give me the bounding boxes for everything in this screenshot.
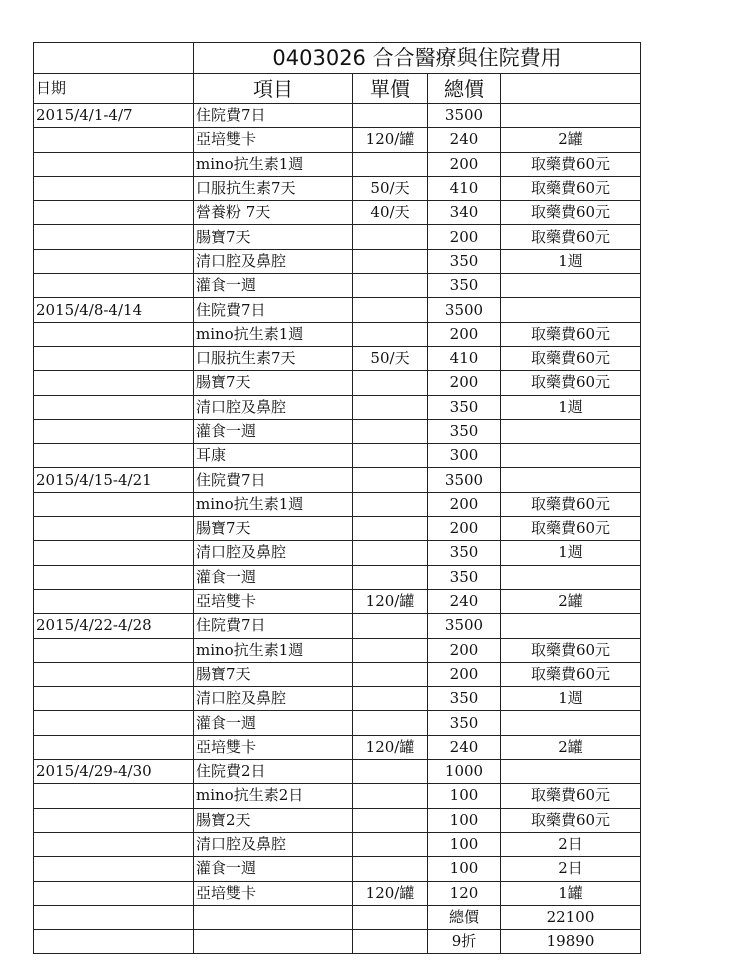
table-row <box>34 638 641 662</box>
unit-price-cell: 120/罐 <box>353 735 428 759</box>
unit-price-cell <box>353 541 428 565</box>
total-cell: 100 <box>428 832 501 856</box>
summary-blank-cell <box>34 905 194 929</box>
note-cell: 取藥費60元 <box>501 322 641 346</box>
date-cell <box>34 274 194 298</box>
note-cell <box>501 274 641 298</box>
unit-price-cell <box>353 152 428 176</box>
unit-price-cell <box>353 760 428 784</box>
note-cell: 1罐 <box>501 881 641 905</box>
total-cell: 200 <box>428 322 501 346</box>
item-cell: 腸寶7天 <box>194 371 353 395</box>
total-cell: 340 <box>428 201 501 225</box>
item-cell: 灌食一週 <box>194 274 353 298</box>
unit-price-cell: 120/罐 <box>353 881 428 905</box>
item-cell: 口服抗生素7天 <box>194 176 353 200</box>
table-row <box>34 589 641 613</box>
date-cell <box>34 589 194 613</box>
header-item: 項目 <box>194 74 353 104</box>
date-cell <box>34 152 194 176</box>
note-cell: 2罐 <box>501 735 641 759</box>
table-row <box>34 419 641 443</box>
total-cell: 3500 <box>428 104 501 128</box>
date-cell <box>34 517 194 541</box>
unit-price-cell: 40/天 <box>353 201 428 225</box>
item-cell: 清口腔及鼻腔 <box>194 832 353 856</box>
item-cell: 住院費7日 <box>194 614 353 638</box>
note-cell <box>501 565 641 589</box>
date-cell <box>34 395 194 419</box>
table-row <box>34 152 641 176</box>
unit-price-cell <box>353 784 428 808</box>
table-row <box>34 274 641 298</box>
summary-total-label: 總價 <box>428 905 501 929</box>
unit-price-cell <box>353 444 428 468</box>
table-row <box>34 201 641 225</box>
note-cell <box>501 444 641 468</box>
total-cell: 3500 <box>428 298 501 322</box>
item-cell: 亞培雙卡 <box>194 589 353 613</box>
date-cell <box>34 565 194 589</box>
table-row <box>34 104 641 128</box>
total-cell: 350 <box>428 395 501 419</box>
table-row <box>34 176 641 200</box>
note-cell <box>501 298 641 322</box>
item-cell: 腸寶7天 <box>194 517 353 541</box>
note-cell: 取藥費60元 <box>501 492 641 516</box>
item-cell: 營養粉 7天 <box>194 201 353 225</box>
table-row <box>34 565 641 589</box>
unit-price-cell <box>353 274 428 298</box>
date-cell <box>34 419 194 443</box>
date-cell: 2015/4/8-4/14 <box>34 298 194 322</box>
date-cell <box>34 832 194 856</box>
total-cell: 240 <box>428 589 501 613</box>
unit-price-cell <box>353 687 428 711</box>
date-cell <box>34 541 194 565</box>
table-row <box>34 857 641 881</box>
item-cell: mino抗生素1週 <box>194 322 353 346</box>
date-cell <box>34 881 194 905</box>
total-cell: 200 <box>428 152 501 176</box>
note-cell: 1週 <box>501 249 641 273</box>
note-cell: 取藥費60元 <box>501 371 641 395</box>
unit-price-cell <box>353 468 428 492</box>
table-row <box>34 395 641 419</box>
header-date: 日期 <box>34 74 194 104</box>
table-row <box>34 541 641 565</box>
unit-price-cell <box>353 492 428 516</box>
date-cell <box>34 638 194 662</box>
note-cell <box>501 419 641 443</box>
header-unit-price: 單價 <box>353 74 428 104</box>
item-cell: 住院費7日 <box>194 298 353 322</box>
item-cell: 住院費7日 <box>194 468 353 492</box>
item-cell: mino抗生素1週 <box>194 638 353 662</box>
summary-empty-cell <box>353 930 428 954</box>
table-row <box>34 735 641 759</box>
date-cell <box>34 444 194 468</box>
date-cell <box>34 176 194 200</box>
item-cell: 腸寶2天 <box>194 808 353 832</box>
summary-discount-row <box>34 930 641 954</box>
table-row <box>34 346 641 370</box>
date-cell <box>34 808 194 832</box>
header-note <box>501 74 641 104</box>
date-cell <box>34 201 194 225</box>
total-cell: 200 <box>428 371 501 395</box>
table-row <box>34 249 641 273</box>
unit-price-cell <box>353 614 428 638</box>
date-cell <box>34 662 194 686</box>
summary-blank-cell <box>194 905 353 929</box>
unit-price-cell <box>353 395 428 419</box>
table-row <box>34 687 641 711</box>
total-cell: 410 <box>428 346 501 370</box>
note-cell: 取藥費60元 <box>501 638 641 662</box>
table-row <box>34 492 641 516</box>
header-total: 總價 <box>428 74 501 104</box>
item-cell: 灌食一週 <box>194 565 353 589</box>
note-cell: 取藥費60元 <box>501 662 641 686</box>
summary-total-value: 22100 <box>501 905 641 929</box>
unit-price-cell <box>353 371 428 395</box>
item-cell: 清口腔及鼻腔 <box>194 687 353 711</box>
note-cell: 取藥費60元 <box>501 225 641 249</box>
note-cell: 1週 <box>501 541 641 565</box>
summary-blank-cell <box>353 905 428 929</box>
item-cell: 亞培雙卡 <box>194 128 353 152</box>
note-cell: 1週 <box>501 687 641 711</box>
note-cell: 取藥費60元 <box>501 176 641 200</box>
expense-table <box>33 42 641 954</box>
item-cell: mino抗生素2日 <box>194 784 353 808</box>
table-row <box>34 614 641 638</box>
item-cell: mino抗生素1週 <box>194 492 353 516</box>
unit-price-cell <box>353 419 428 443</box>
date-cell <box>34 735 194 759</box>
summary-discount-value: 19890 <box>501 930 641 954</box>
unit-price-cell <box>353 225 428 249</box>
total-cell: 350 <box>428 274 501 298</box>
date-cell <box>34 128 194 152</box>
note-cell: 取藥費60元 <box>501 346 641 370</box>
unit-price-cell: 50/天 <box>353 346 428 370</box>
note-cell <box>501 468 641 492</box>
date-cell: 2015/4/1-4/7 <box>34 104 194 128</box>
date-cell <box>34 346 194 370</box>
total-cell: 200 <box>428 638 501 662</box>
note-cell: 取藥費60元 <box>501 517 641 541</box>
total-cell: 240 <box>428 128 501 152</box>
date-cell <box>34 492 194 516</box>
item-cell: 亞培雙卡 <box>194 881 353 905</box>
item-cell: 灌食一週 <box>194 711 353 735</box>
table-row <box>34 128 641 152</box>
table-row <box>34 881 641 905</box>
note-cell <box>501 614 641 638</box>
unit-price-cell: 120/罐 <box>353 589 428 613</box>
total-cell: 350 <box>428 419 501 443</box>
total-cell: 3500 <box>428 614 501 638</box>
note-cell <box>501 760 641 784</box>
unit-price-cell: 50/天 <box>353 176 428 200</box>
table-row <box>34 371 641 395</box>
item-cell: 灌食一週 <box>194 857 353 881</box>
note-cell: 取藥費60元 <box>501 808 641 832</box>
item-cell: 灌食一週 <box>194 419 353 443</box>
total-cell: 200 <box>428 517 501 541</box>
note-cell: 2罐 <box>501 589 641 613</box>
note-cell <box>501 711 641 735</box>
summary-discount-label: 9折 <box>428 930 501 954</box>
item-cell: 腸寶7天 <box>194 225 353 249</box>
date-cell <box>34 687 194 711</box>
table-row <box>34 322 641 346</box>
date-cell <box>34 711 194 735</box>
total-cell: 350 <box>428 687 501 711</box>
note-cell: 取藥費60元 <box>501 152 641 176</box>
unit-price-cell <box>353 565 428 589</box>
table-row <box>34 832 641 856</box>
date-cell <box>34 857 194 881</box>
total-cell: 200 <box>428 225 501 249</box>
table-row <box>34 298 641 322</box>
note-cell: 2罐 <box>501 128 641 152</box>
summary-empty-cell <box>194 930 353 954</box>
unit-price-cell: 120/罐 <box>353 128 428 152</box>
note-cell: 2日 <box>501 857 641 881</box>
item-cell: 口服抗生素7天 <box>194 346 353 370</box>
total-cell: 350 <box>428 541 501 565</box>
table-row <box>34 760 641 784</box>
total-cell: 1000 <box>428 760 501 784</box>
total-cell: 100 <box>428 857 501 881</box>
total-cell: 200 <box>428 492 501 516</box>
date-cell <box>34 322 194 346</box>
item-cell: mino抗生素1週 <box>194 152 353 176</box>
total-cell: 200 <box>428 662 501 686</box>
item-cell: 清口腔及鼻腔 <box>194 395 353 419</box>
total-cell: 240 <box>428 735 501 759</box>
note-cell: 取藥費60元 <box>501 784 641 808</box>
table-row <box>34 808 641 832</box>
total-cell: 350 <box>428 711 501 735</box>
total-cell: 350 <box>428 565 501 589</box>
unit-price-cell <box>353 104 428 128</box>
title-blank-cell <box>34 43 194 74</box>
item-cell: 清口腔及鼻腔 <box>194 249 353 273</box>
unit-price-cell <box>353 322 428 346</box>
item-cell: 清口腔及鼻腔 <box>194 541 353 565</box>
table-row <box>34 517 641 541</box>
unit-price-cell <box>353 662 428 686</box>
total-cell: 100 <box>428 808 501 832</box>
total-cell: 300 <box>428 444 501 468</box>
total-cell: 3500 <box>428 468 501 492</box>
unit-price-cell <box>353 249 428 273</box>
date-cell <box>34 249 194 273</box>
item-cell: 耳康 <box>194 444 353 468</box>
item-cell: 亞培雙卡 <box>194 735 353 759</box>
date-cell <box>34 225 194 249</box>
item-cell: 腸寶7天 <box>194 662 353 686</box>
total-cell: 410 <box>428 176 501 200</box>
date-cell <box>34 784 194 808</box>
table-row <box>34 662 641 686</box>
table-row <box>34 468 641 492</box>
table-row <box>34 225 641 249</box>
date-cell: 2015/4/15-4/21 <box>34 468 194 492</box>
item-cell: 住院費7日 <box>194 104 353 128</box>
document-title: 0403026 合合醫療與住院費用 <box>194 43 641 74</box>
date-cell: 2015/4/22-4/28 <box>34 614 194 638</box>
unit-price-cell <box>353 517 428 541</box>
unit-price-cell <box>353 857 428 881</box>
unit-price-cell <box>353 832 428 856</box>
table-row <box>34 444 641 468</box>
unit-price-cell <box>353 638 428 662</box>
title-row <box>34 43 641 74</box>
note-cell: 1週 <box>501 395 641 419</box>
table-row <box>34 784 641 808</box>
header-row <box>34 74 641 104</box>
note-cell <box>501 104 641 128</box>
date-cell: 2015/4/29-4/30 <box>34 760 194 784</box>
unit-price-cell <box>353 298 428 322</box>
note-cell: 取藥費60元 <box>501 201 641 225</box>
note-cell: 2日 <box>501 832 641 856</box>
unit-price-cell <box>353 808 428 832</box>
total-cell: 120 <box>428 881 501 905</box>
table-row <box>34 711 641 735</box>
total-cell: 350 <box>428 249 501 273</box>
date-cell <box>34 371 194 395</box>
total-cell: 100 <box>428 784 501 808</box>
summary-total-row <box>34 905 641 929</box>
unit-price-cell <box>353 711 428 735</box>
item-cell: 住院費2日 <box>194 760 353 784</box>
summary-empty-cell <box>34 930 194 954</box>
